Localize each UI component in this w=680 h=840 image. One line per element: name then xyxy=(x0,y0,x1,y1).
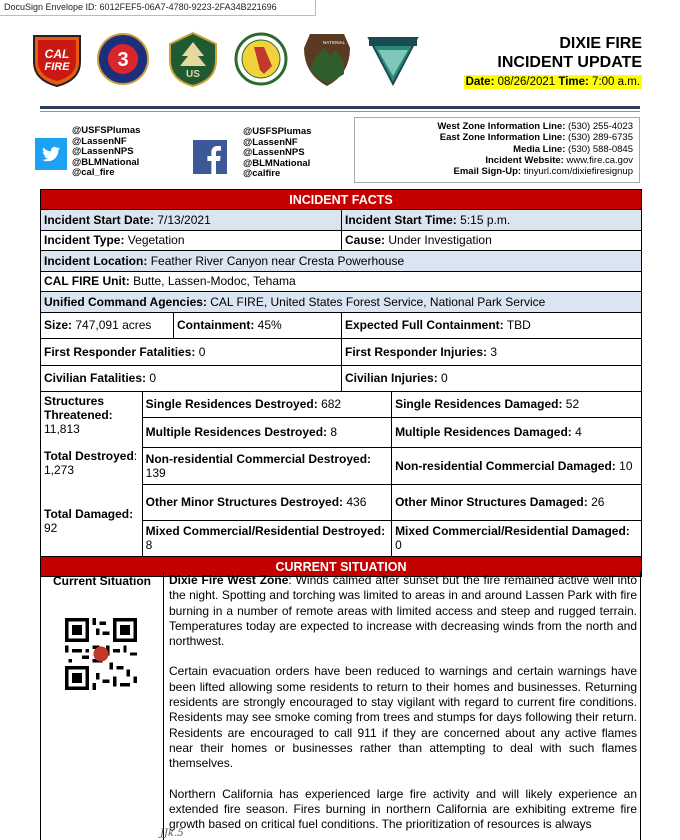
destroyed-label: Total Destroyed xyxy=(44,449,134,463)
info-value[interactable]: www.fire.ca.gov xyxy=(566,154,633,166)
docusign-envelope-id: DocuSign Envelope ID: 6012FEF5-06A7-4780-9223-2FA34B221696 xyxy=(0,0,316,16)
structures-damaged-cell: Other Minor Structures Damaged: 26 xyxy=(392,484,641,520)
current-situation-header: CURRENT SITUATION xyxy=(41,557,642,577)
current-situation-section xyxy=(40,572,641,840)
structures-damaged-cell: Non-residential Commercial Damaged: 10 xyxy=(392,447,641,484)
civ-injuries-cell: Civilian Injuries: 0 xyxy=(342,365,642,392)
svg-text:FIRE: FIRE xyxy=(44,61,70,73)
start-time-cell: Incident Start Time: 5:15 p.m. xyxy=(342,210,642,231)
initials-signature: JJk.5 xyxy=(160,828,184,839)
info-label: Email Sign-Up: xyxy=(453,166,522,178)
structures-damaged-cell: Multiple Residences Damaged: 4 xyxy=(392,417,641,447)
qr-code[interactable] xyxy=(65,618,137,690)
situation-body xyxy=(169,573,637,840)
date-label: Date: xyxy=(465,76,495,88)
structures-section xyxy=(41,392,642,557)
cause-cell: Cause: Under Investigation xyxy=(342,230,642,251)
containment-cell: Containment: 45% xyxy=(174,312,342,339)
twitter-handles xyxy=(72,126,140,179)
info-label: Media Line: xyxy=(513,143,566,155)
time-value: 7:00 a.m. xyxy=(592,76,640,88)
twitter-handle[interactable]: @USFSPlumas xyxy=(72,125,141,136)
svg-text:NATIONAL: NATIONAL xyxy=(322,40,346,45)
svg-text:3: 3 xyxy=(117,49,129,71)
report-title: INCIDENT UPDATE xyxy=(497,54,642,71)
info-line xyxy=(361,166,633,177)
incident-facts-header: INCIDENT FACTS xyxy=(41,190,642,210)
facebook-handles xyxy=(243,127,311,180)
structures-destroyed-cell: Non-residential Commercial Destroyed: 139 xyxy=(142,447,391,484)
threatened-value: 11,813 xyxy=(44,422,80,436)
civ-fatalities-cell: Civilian Fatalities: 0 xyxy=(41,365,342,392)
facebook-handle[interactable]: @BLMNational xyxy=(243,157,311,169)
twitter-handle[interactable]: @cal_fire xyxy=(72,167,115,178)
us-dept-interior-logo xyxy=(366,30,420,88)
svg-text:CAL: CAL xyxy=(44,47,70,61)
info-line xyxy=(361,155,633,166)
fr-injuries-cell: First Responder Injuries: 3 xyxy=(342,339,642,366)
size-cell: Size: 747,091 acres xyxy=(41,312,174,339)
structures-destroyed-cell: Other Minor Structures Destroyed: 436 xyxy=(142,484,391,520)
damaged-label: Total Damaged: xyxy=(44,507,134,521)
agency-logos xyxy=(30,30,430,90)
twitter-handle[interactable]: @LassenNPS xyxy=(72,146,134,157)
info-label: Incident Website: xyxy=(485,154,564,166)
info-value[interactable]: (530) 289-6735 xyxy=(568,132,633,144)
full-containment-cell: Expected Full Containment: TBD xyxy=(342,312,642,339)
contact-info-box xyxy=(354,117,640,183)
header-rule-thin xyxy=(40,111,640,112)
situation-label-column xyxy=(41,572,164,840)
situation-paragraph: Certain evacuation orders have been reduced to warnings and certain warnings have been lifted allowing some residents to return to their homes and businesses. Returning residents are strongly encouraged to stay vigilant with regard to current fire conditions. Residents may see smoke coming from trees and stumps for days following their return. Residents are encouraged to call 911 if they are concerned about any active flames near their homes or businesses rather than attempting to deal with such flames themselves. xyxy=(169,664,637,771)
threatened-label: Structures Threatened: xyxy=(44,394,113,422)
destroyed-value: 1,273 xyxy=(44,463,75,477)
paragraph-text: : Winds calmed after sunset but the fire remained active well into the night. Spotting and torching was limited to areas in and around Lassen Park with fire burning in a number of remote areas with limited access and steep and rugged terrain. Temperatures today are expected to increase with decreasing winds from the north and northwest. xyxy=(169,573,637,649)
twitter-icon[interactable] xyxy=(35,138,67,170)
incident-facts-table xyxy=(40,189,642,577)
info-value[interactable]: tinyurl.com/dixiefiresignup xyxy=(523,166,633,178)
fr-fatalities-cell: First Responder Fatalities: 0 xyxy=(41,339,342,366)
time-label: Time: xyxy=(558,76,589,88)
facebook-icon[interactable] xyxy=(193,140,227,174)
unified-command-cell: Unified Command Agencies: CAL FIRE, United States Forest Service, National Park Service xyxy=(41,292,642,313)
structures-damaged-cell: Single Residences Damaged: 52 xyxy=(392,392,641,417)
date-value: 08/26/2021 xyxy=(497,76,556,88)
svg-text:US: US xyxy=(186,69,200,80)
start-date-cell: Incident Start Date: 7/13/2021 xyxy=(41,210,342,231)
structures-summary: Structures Threatened: 11,813 Total Destroyed: 1,273 Total Damaged: 92 xyxy=(41,392,142,556)
info-value[interactable]: (530) 255-4023 xyxy=(568,121,633,132)
situation-paragraph xyxy=(169,573,637,649)
team-california-logo xyxy=(234,30,288,88)
info-line xyxy=(361,121,633,132)
twitter-handle[interactable]: @BLMNational xyxy=(72,156,140,168)
facebook-handle[interactable]: @calfire xyxy=(243,168,281,179)
twitter-handle[interactable]: @LassenNF xyxy=(72,135,127,147)
structures-destroyed-cell: Mixed Commercial/Residential Destroyed: 8 xyxy=(142,520,391,556)
title-block xyxy=(464,34,642,90)
facebook-handle[interactable]: @LassenNF xyxy=(243,136,298,148)
situation-paragraph: Northern California has experienced large fire activity and will likely experience an extended fire season. Fires burning in northern California are exhibiting extreme fire growth based on critical fuel conditions. The prioritization of resources is always xyxy=(169,786,637,832)
forest-service-logo xyxy=(166,30,220,88)
incident-type-cell: Incident Type: Vegetation xyxy=(41,230,342,251)
incident-management-team-logo xyxy=(96,30,150,88)
structures-table xyxy=(41,392,641,556)
structures-destroyed-cell: Multiple Residences Destroyed: 8 xyxy=(142,417,391,447)
info-label: West Zone Information Line: xyxy=(437,121,566,132)
fire-name: DIXIE FIRE xyxy=(559,35,642,52)
facebook-handle[interactable]: @LassenNPS xyxy=(243,147,305,158)
situation-label: Current Situation xyxy=(53,574,151,588)
incident-location-cell: Incident Location: Feather River Canyon near Cresta Powerhouse xyxy=(41,251,642,272)
cal-fire-logo xyxy=(30,30,84,88)
header-rule xyxy=(40,106,640,109)
info-label: East Zone Information Line: xyxy=(439,132,566,144)
info-line xyxy=(361,144,633,155)
cal-fire-unit-cell: CAL FIRE Unit: Butte, Lassen-Modoc, Tehama xyxy=(41,271,642,292)
facebook-handle[interactable]: @USFSPlumas xyxy=(243,126,312,137)
structures-damaged-cell: Mixed Commercial/Residential Damaged: 0 xyxy=(392,520,641,556)
zone-heading: Dixie Fire West Zone xyxy=(169,573,289,587)
damaged-value: 92 xyxy=(44,521,58,535)
national-park-service-logo xyxy=(300,30,354,88)
structures-destroyed-cell: Single Residences Destroyed: 682 xyxy=(142,392,391,417)
info-value[interactable]: (530) 588-0845 xyxy=(568,143,633,155)
date-time-bar xyxy=(464,75,642,89)
info-line xyxy=(361,132,633,143)
